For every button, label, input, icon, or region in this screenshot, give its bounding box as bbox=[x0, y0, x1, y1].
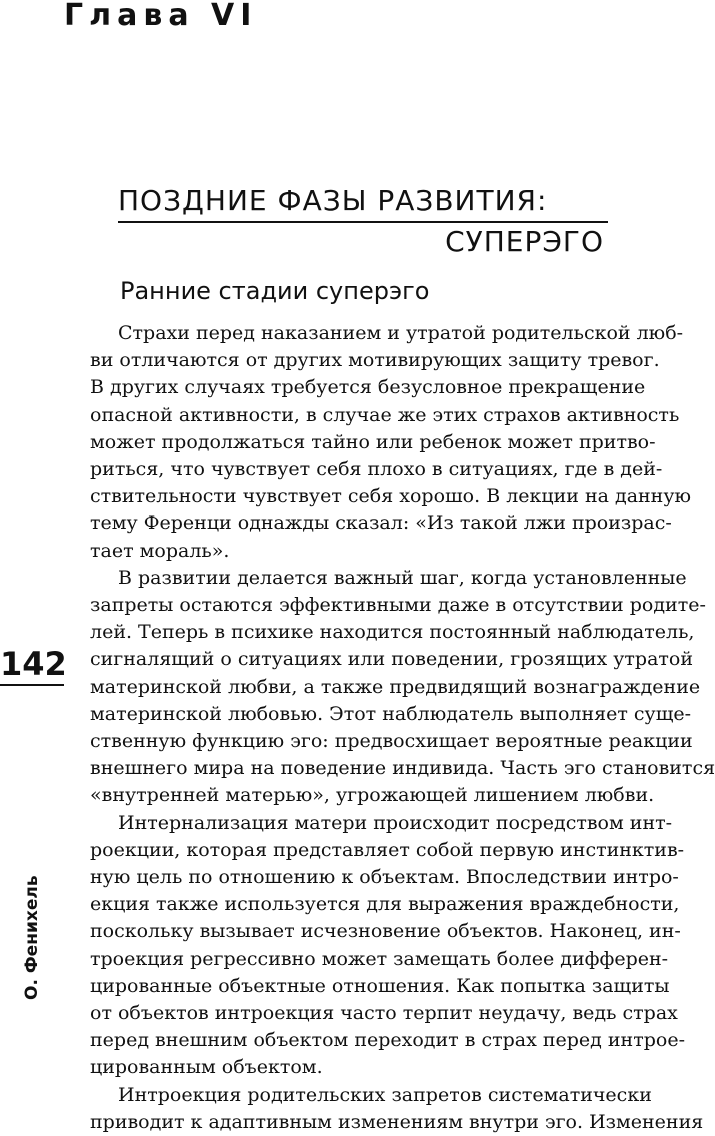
text-line: тему Ференци однажды сказал: «Из такой лжи произрас- bbox=[90, 512, 672, 535]
paragraph bbox=[90, 320, 692, 565]
text-line: запреты остаются эффективными даже в отсутствии родите- bbox=[90, 594, 706, 617]
text-line: лей. Теперь в психике находится постоянный наблюдатель, bbox=[90, 621, 695, 644]
text-line: может продолжаться тайно или ребенок может притво- bbox=[90, 430, 656, 453]
text-line: перед внешним объектом переходит в страх перед интрое- bbox=[90, 1029, 685, 1052]
text-line: внешнего мира на поведение индивида. Часть эго становится bbox=[90, 757, 715, 780]
chapter-title bbox=[118, 184, 604, 258]
chapter-title-line-1: ПОЗДНИЕ ФАЗЫ РАЗВИТИЯ: bbox=[118, 184, 548, 217]
page-number: 142 bbox=[0, 645, 67, 683]
paragraph bbox=[90, 810, 685, 1082]
paragraph bbox=[90, 565, 715, 810]
text-line: Интроекция родительских запретов систематически bbox=[118, 1083, 652, 1106]
text-line: опасной активности, в случае же этих страхов активность bbox=[90, 403, 680, 426]
text-line: екция также используется для выражения враждебности, bbox=[90, 893, 680, 916]
text-line: цированные объектные отношения. Как попытка защиты bbox=[90, 974, 670, 997]
text-line: Страхи перед наказанием и утратой родительской люб- bbox=[118, 322, 684, 344]
text-line: Интернализация матери происходит посредством инт- bbox=[118, 811, 673, 834]
text-line: ную цель по отношению к объектам. Впоследствии интро- bbox=[90, 866, 679, 889]
body-text bbox=[90, 320, 715, 1136]
running-author: О. Фенихель bbox=[22, 875, 42, 1000]
text-line: материнской любовью. Этот наблюдатель выполняет суще- bbox=[90, 702, 692, 725]
text-line: риться, что чувствует себя плохо в ситуациях, где в дей- bbox=[90, 458, 663, 481]
page-number-rule bbox=[0, 684, 64, 686]
chapter-title-line-2: СУПЕРЭГО bbox=[445, 225, 604, 258]
text-line: «внутренней матерью», угрожающей лишением любви. bbox=[90, 784, 655, 807]
text-line: цированным объектом. bbox=[90, 1056, 323, 1079]
text-line: материнской любви, а также предвидящий вознаграждение bbox=[90, 675, 701, 698]
text-line: троекция регрессивно может замещать более дифферен- bbox=[90, 947, 669, 970]
text-line: от объектов интроекция часто терпит неудачу, ведь страх bbox=[90, 1002, 678, 1025]
text-line: приводит к адаптивным изменениям внутри эго. Изменения bbox=[90, 1110, 704, 1133]
text-line: В других случаях требуется безусловное прекращение bbox=[90, 376, 646, 399]
text-line: ви отличаются от других мотивирующих защиту тревог. bbox=[90, 349, 660, 372]
paragraph bbox=[90, 1082, 704, 1136]
section-title: Ранние стадии суперэго bbox=[120, 277, 430, 305]
text-line: тает мораль». bbox=[90, 539, 230, 562]
title-rule bbox=[118, 221, 608, 223]
text-line: ственную функцию эго: предвосхищает вероятные реакции bbox=[90, 730, 693, 753]
text-line: роекции, которая представляет собой первую инстинктив- bbox=[90, 838, 685, 861]
text-line: В развитии делается важный шаг, когда установленные bbox=[118, 566, 687, 589]
chapter-heading: Глава VI bbox=[64, 0, 258, 33]
text-line: сигналящий о ситуациях или поведении, грозящих утратой bbox=[90, 648, 694, 671]
text-line: ствительности чувствует себя хорошо. В лекции на данную bbox=[90, 485, 692, 508]
text-line: поскольку вызывает исчезновение объектов. Наконец, ин- bbox=[90, 920, 681, 943]
